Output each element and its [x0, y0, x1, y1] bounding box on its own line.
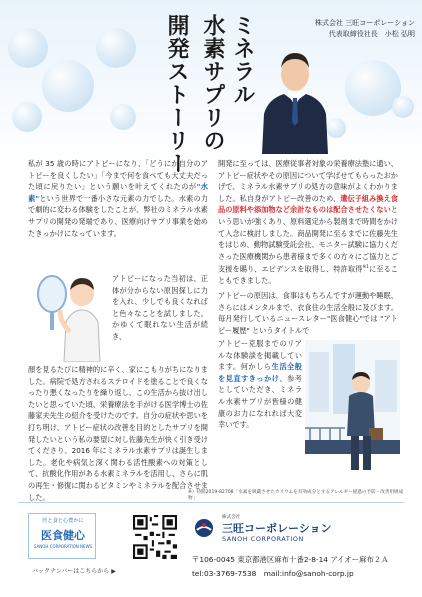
author-block [280, 18, 415, 40]
bubble-decoration [42, 60, 94, 112]
article-paragraph [28, 158, 208, 239]
bubble-decoration [392, 96, 414, 118]
footer-divider [18, 502, 404, 503]
bubble-decoration [8, 28, 48, 68]
newsletter-logo[interactable] [28, 513, 96, 559]
article-highlight: "水素" [28, 182, 208, 203]
article-highlight: 生活全般を見直すきっかけ [218, 362, 302, 383]
author-name: 代表取締役社長 小松 弘明 [328, 30, 415, 38]
title-line-3: 開発ストーリー [164, 14, 190, 175]
bubble-decoration [96, 28, 136, 68]
author-company: 株式会社 三旺コーポレーション [315, 19, 415, 27]
company-name: 三旺コーポレーション [222, 522, 332, 535]
article-text: 開発に至っては、医療従事者対象の栄養療法塾に通い、アトピー症状やその原因について学ばせてもらったおかげで、ミネラル水素サプリの処方の意味がよくわかりました。私自身がアトピー改善のため、 [218, 159, 398, 203]
ceo-portrait [260, 44, 330, 154]
article-text: 私が 35 歳の時にアトピーになり、「どうにか自分のアトピーを良くしたい」「今まで何を食べても大丈夫だった頃に戻りたい」という願いを叶えてくれたのが [28, 159, 208, 192]
newsletter-title: 医食健心 [41, 529, 85, 542]
backnumber-link[interactable]: バックナンバーはこちらから ▶ [32, 568, 116, 575]
bubble-decoration [12, 102, 42, 132]
newsletter-subtitle: SANOH CORPORATION NEWS [33, 544, 93, 549]
company-contact[interactable]: tel:03-3769-7538 mail:info@sanoh-corp.jp [192, 569, 354, 578]
article-paragraph: アトピーになった当初は、正体が分からない原因探しに力を入れ、少しでも良くなればと色々なことを試しました。かゆくて眠れない生活が続き、 [112, 274, 208, 341]
title-line-2: 水素サプリの [200, 14, 226, 152]
title-line-1: ミネラル [230, 14, 256, 106]
newsletter-tagline: 医と食と心豊かに [42, 518, 84, 524]
footnote: ※）特開2019-82708「水素を吸蔵させたカリウムを有効成分とするアレルギー経過の予防・改善用組成物」 [188, 490, 404, 501]
article-paragraph [218, 338, 302, 431]
article-highlight: 遺伝子組み換え食品の原料や添加物など余計なものは配合させたくない [218, 193, 398, 215]
article-text: アトピーの原因は、食事はもちろんですが運動や睡眠、さらにはメンタルまで、衣食住の生活全般に及びます。毎月発行しているニュースレター"医食健心"では "アトピー履歴" というタイトルで [218, 290, 398, 335]
article-paragraph: 顔を見るたびに精神的に辛く、家にこもりがちになりました。病院で処方されるステロイドを塗ることで良くなったり悪くなったりを繰り返し、この生活から抜け出したいと思っていた頃、栄養療法を手がける医学博士の佐藤家夫先生の紹介を受けたのです。自分の症状や思いを打ち明け、アトピー症状の改善を目的としたサプリを開発したいという私の要望に対し佐藤先生が快く引き受けてくださり、2016 年にミネラル水素サプリは誕生しました。老化や病気と深く関わる活性酸素への対策として、抗酸化作用がある水素ミネラルを活用し、さらに肌の再生・修復に関わるビタミンやミネラルを配合させました。 [28, 365, 208, 502]
company-logo-icon [194, 518, 214, 538]
company-name-en: SANOH CORPORATION [222, 535, 304, 543]
article-text: アトピー克服までのリアルな体験談を掲載しています。何かしら [218, 339, 302, 372]
qr-code[interactable] [133, 515, 177, 559]
businessman-illustration [305, 340, 400, 488]
mirror-illustration [30, 262, 110, 362]
footnote-marker: ※1 [362, 265, 370, 271]
bubble-decoration [110, 104, 136, 130]
company-prefix: 株式会社 [222, 515, 241, 520]
article-text: という思いが強くあり、原料選定から製剤まで時間をかけて入念に検討しました。商品開発に至るまでに佐藤先生をはじめ、動物試験受託会社、モニター試験に協力くださった医療機関から患者様まで多くの方々にご協力とご支援を賜り、エビデンスを取得し、特許取得 [218, 205, 398, 274]
company-address: 〒106-0045 東京都港区麻布十番2-8-14 アイオー麻布２Ａ [192, 555, 389, 564]
article-paragraph [218, 158, 398, 336]
article-text: 、参考としていただき、ミネラル水素サプリが皆様の健康のお力になれれば大変幸いです。 [218, 373, 302, 430]
article-text: に至ることもできました。 [218, 264, 398, 286]
article-text: という世界で一番小さな元素の力でした。水素の力で劇的に変わる体験をしたことが、弊社のミネラル水素サプリの開発の発端であり、医療向けサプリ事業を始めたきっかけになっています。 [28, 193, 208, 238]
